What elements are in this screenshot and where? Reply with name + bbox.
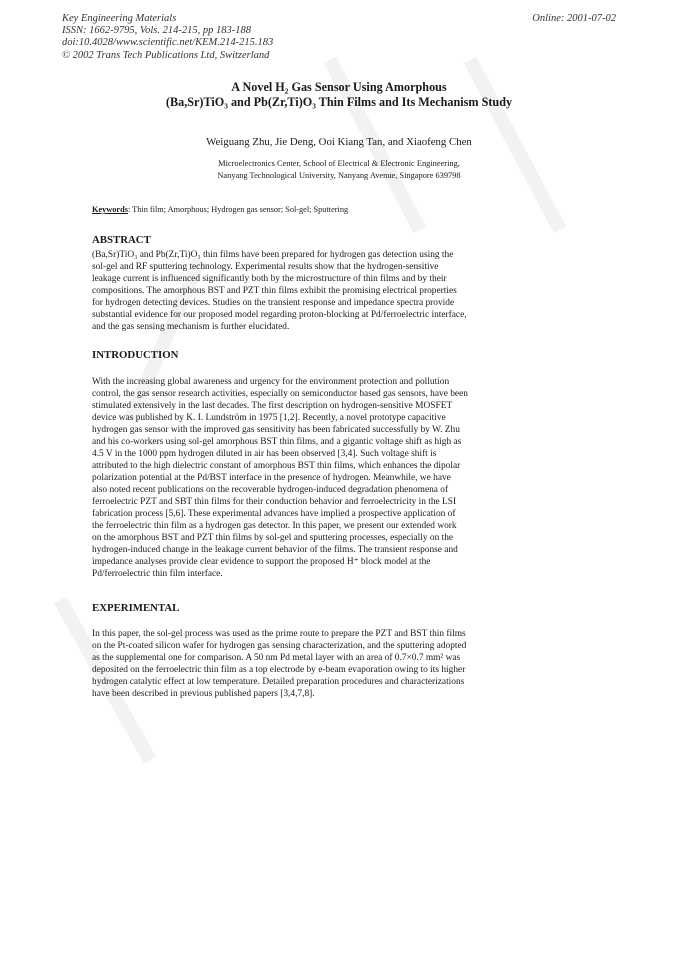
author-list: Weiguang Zhu, Jie Deng, Ooi Kiang Tan, and Xiaofeng Chen bbox=[206, 136, 472, 148]
title-line-1: A Novel H₂ Gas Sensor Using Amorphous bbox=[231, 80, 447, 94]
text-line: In this paper, the sol-gel process was used as the prime route to prepare the PZT and BST thin films bbox=[92, 629, 466, 639]
text-line: have been described in previous published papers [3,4,7,8]. bbox=[92, 689, 315, 699]
text-line: attributed to the high dielectric constant of amorphous BST thin films, which enhances the dipolar bbox=[92, 461, 461, 471]
affiliation-line-1: Microelectronics Center, School of Electrical & Electronic Engineering, bbox=[218, 159, 460, 168]
affiliation-line-2: Nanyang Technological University, Nanyang Avenue, Singapore 639798 bbox=[217, 171, 461, 180]
abstract-heading: ABSTRACT bbox=[92, 234, 151, 246]
text-line: With the increasing global awareness and urgency for the environment protection and pollution bbox=[92, 377, 450, 387]
text-line: as the supplemental one for comparison. A 50 nm Pd metal layer with an area of 0.7×0.7 mm² was bbox=[92, 653, 461, 663]
text-line: hydrogen gas sensor with the improved gas sensitivity has been fabricated successfully by W. Zhu bbox=[92, 425, 460, 435]
introduction-heading: INTRODUCTION bbox=[92, 349, 179, 361]
paper-title bbox=[0, 80, 678, 110]
text-line: deposited on the ferroelectric thin film as a top electrode by e-beam evaporation owing to its higher bbox=[92, 665, 466, 675]
text-line: hydrogen catalytic effect at low temperature. Detailed preparation procedures and characterizations bbox=[92, 677, 465, 687]
abstract-body bbox=[92, 249, 540, 333]
affiliation bbox=[0, 158, 678, 182]
keywords-label: Keywords bbox=[92, 205, 128, 214]
text-line: substantial evidence for our proposed model regarding proton-blocking at Pd/ferroelectric interface, bbox=[92, 310, 467, 320]
text-line: for hydrogen detecting devices. Studies on the transient response and impedance spectra provide bbox=[92, 298, 455, 308]
text-line: compositions. The amorphous BST and PZT thin films exhibit the promising electrical properties bbox=[92, 286, 457, 296]
text-line: fabrication process [5,6]. These experimental advances have implied a prospective application of bbox=[92, 509, 456, 519]
online-date: Online: 2001-07-02 bbox=[532, 13, 616, 24]
text-line: impedance analyses provide clear evidence to support the proposed H⁺ block model at the bbox=[92, 557, 431, 567]
text-line: sol-gel and RF sputtering technology. Experimental results show that the hydrogen-sensitive bbox=[92, 262, 439, 272]
text-line: (Ba,Sr)TiO₃ and Pb(Zr,Ti)O₃ thin films have been prepared for hydrogen gas detection using the bbox=[92, 250, 454, 260]
text-line: the ferroelectric thin film as a hydrogen gas detector. In this paper, we present our extended work bbox=[92, 521, 457, 531]
keywords-text: : Thin film; Amorphous; Hydrogen gas sensor; Sol-gel; Sputtering bbox=[127, 205, 349, 214]
text-line: ferroelectric PZT and SBT thin films for their conduction behavior and ferroelectricity in the LSI bbox=[92, 497, 457, 507]
text-line: on the Pt-coated silicon wafer for hydrogen gas sensing characterization, and the sputtering adopted bbox=[92, 641, 467, 651]
experimental-body bbox=[92, 628, 540, 700]
text-line: also noted recent publications on the recoverable hydrogen-induced degradation phenomena of bbox=[92, 485, 449, 495]
text-line: on the amorphous BST and PZT thin films by sol-gel and sputtering processes, especially on the bbox=[92, 533, 454, 543]
text-line: hydrogen-induced change in the leakage current behavior of the films. The transient response and bbox=[92, 545, 458, 555]
doi-line[interactable]: doi:10.4028/www.scientific.net/KEM.214-215.183 bbox=[62, 37, 274, 49]
text-line: control, the gas sensor research activities, especially on semiconductor based gas sensors, have been bbox=[92, 389, 468, 399]
text-line: 4.5 V in the 1000 ppm hydrogen diluted in air has been observed [3,4]. Such voltage shift is bbox=[92, 449, 437, 459]
text-line: polarization potential at the Pd/BST interface in the presence of hydrogen. Meanwhile, we have bbox=[92, 473, 451, 483]
journal-name: Key Engineering Materials bbox=[62, 13, 177, 24]
issn-line: ISSN: 1662-9795, Vols. 214-215, pp 183-188 bbox=[62, 25, 251, 37]
keywords bbox=[92, 205, 348, 214]
introduction-body bbox=[92, 376, 540, 580]
text-line: stimulated extensively in the last decades. The first description on hydrogen-sensitive MOSFET bbox=[92, 401, 453, 411]
text-line: Pd/ferroelectric thin film interface. bbox=[92, 569, 223, 579]
text-line: leakage current is influenced significantly both by the microstructure of thin films and by their bbox=[92, 274, 447, 284]
journal-header bbox=[62, 13, 273, 62]
text-line: device was published by K. I. Lundström in 1975 [1,2]. Recently, a novel prototype capacitive bbox=[92, 413, 446, 423]
text-line: and his co-workers using sol-gel amorphous BST thin films, and a gigantic voltage shift as high as bbox=[92, 437, 462, 447]
copyright-line: © 2002 Trans Tech Publications Ltd, Switzerland bbox=[62, 49, 270, 61]
text-line: and the gas sensing mechanism is further elucidated. bbox=[92, 322, 290, 332]
experimental-heading: EXPERIMENTAL bbox=[92, 602, 180, 614]
title-line-2: (Ba,Sr)TiO₃ and Pb(Zr,Ti)O₃ Thin Films and Its Mechanism Study bbox=[165, 95, 513, 109]
